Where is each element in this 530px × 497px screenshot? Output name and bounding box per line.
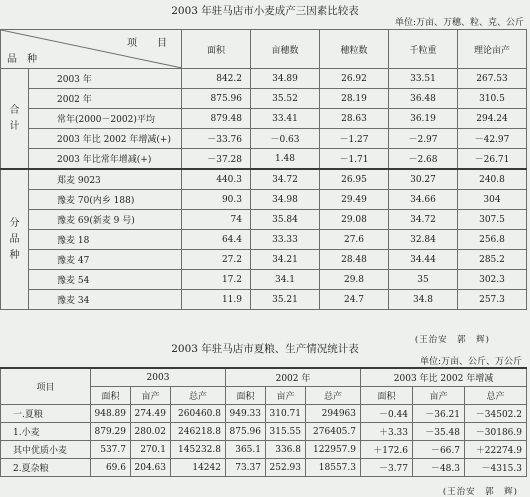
table-row [1, 69, 527, 89]
row-label: 常年(2000－2002)平均 [29, 109, 182, 129]
cell: 274.49 [131, 405, 171, 423]
row-label: 豫麦 70(内乡 188) [29, 190, 182, 210]
table1-author: (王治安 郭 辉) [414, 335, 490, 345]
cell: 35.21 [251, 290, 320, 310]
cell: ＋3.33 [361, 423, 413, 441]
cell: 34.98 [251, 190, 320, 210]
row-label: 2003 年比常年增减(+) [29, 149, 182, 170]
cell: 35.52 [251, 89, 320, 109]
cell: 35 [389, 270, 458, 290]
cell: －3.77 [361, 459, 413, 477]
cell: ＋172.6 [361, 441, 413, 459]
cell: 11.9 [182, 290, 251, 310]
cell: 33.51 [389, 69, 458, 89]
cell: 440.3 [182, 169, 251, 190]
cell: －2.68 [389, 149, 458, 170]
group-header: 2002 年 [226, 368, 361, 387]
col-header: 面积 [182, 30, 251, 69]
row-label: 豫麦 69(新麦 9 号) [29, 210, 182, 230]
table2-unit: 单位:万亩、公斤、万公斤 [419, 357, 522, 367]
cell: 875.96 [182, 89, 251, 109]
cell: 34.44 [389, 250, 458, 270]
cell: 29.08 [320, 210, 389, 230]
col-header: 理论亩产 [458, 30, 527, 69]
sub-header: 总产 [465, 387, 527, 405]
cell: －66.7 [413, 441, 465, 459]
table-row [1, 109, 527, 129]
sub-header: 亩产 [131, 387, 171, 405]
header-variety-label: 品 种 [7, 54, 37, 65]
cell: 34.89 [251, 69, 320, 89]
cell: －4315.3 [465, 459, 527, 477]
sub-header: 面积 [226, 387, 266, 405]
cell: 304 [458, 190, 527, 210]
cell: 29.49 [320, 190, 389, 210]
cell: 307.5 [458, 210, 527, 230]
table-row [1, 270, 527, 290]
row-label: 豫麦 47 [29, 250, 182, 270]
cell: 240.8 [458, 169, 527, 190]
table-row [1, 290, 527, 310]
cell: 948.89 [91, 405, 131, 423]
cell: 145232.8 [171, 441, 226, 459]
row-label: 2003 年比 2002 年增减(+) [29, 129, 182, 149]
row-label: 其中优质小麦 [1, 441, 91, 459]
cell: 34.21 [251, 250, 320, 270]
cell: 36.48 [389, 89, 458, 109]
cell: －1.27 [320, 129, 389, 149]
table-row [1, 250, 527, 270]
sub-header: 亩产 [266, 387, 306, 405]
cell: －30186.9 [465, 423, 527, 441]
col-header: 千粒重 [389, 30, 458, 69]
table2-group-header-row [1, 368, 527, 387]
table1-header-row [1, 30, 527, 69]
cell: 276405.7 [306, 423, 361, 441]
cell: 315.55 [266, 423, 306, 441]
sub-header: 面积 [361, 387, 413, 405]
table2-title: 2003 年驻马店市夏粮、生产情况统计表 [171, 343, 359, 355]
row-label: 豫麦 18 [29, 230, 182, 250]
summer-grain-table [0, 367, 527, 477]
yield-factors-table [0, 29, 527, 310]
cell: 336.8 [266, 441, 306, 459]
cell: －0.44 [361, 405, 413, 423]
cell: 260460.8 [171, 405, 226, 423]
cell: 879.29 [91, 423, 131, 441]
cell: 34.72 [389, 210, 458, 230]
cell: 252.93 [266, 459, 306, 477]
cell: 875.96 [226, 423, 266, 441]
cell: 33.33 [251, 230, 320, 250]
row-label: 一.夏粮 [1, 405, 91, 423]
cell: 122957.9 [306, 441, 361, 459]
cell: 14242 [171, 459, 226, 477]
cell: ＋22274.9 [465, 441, 527, 459]
cell: 34.8 [389, 290, 458, 310]
table-row [1, 190, 527, 210]
cell: 34.72 [251, 169, 320, 190]
cell: 310.71 [266, 405, 306, 423]
row-label: 豫麦 34 [29, 290, 182, 310]
cell: 537.7 [91, 441, 131, 459]
cell: 26.95 [320, 169, 389, 190]
row-label: 1.小麦 [1, 423, 91, 441]
sub-header: 亩产 [413, 387, 465, 405]
row-label: 豫麦 54 [29, 270, 182, 290]
row-label: 2.夏杂粮 [1, 459, 91, 477]
row-label: 2003 年 [29, 69, 182, 89]
cell: 28.19 [320, 89, 389, 109]
table-row [1, 405, 527, 423]
cell: 285.2 [458, 250, 527, 270]
cell: －37.28 [182, 149, 251, 170]
col-header: 亩穗数 [251, 30, 320, 69]
cell: 18557.3 [306, 459, 361, 477]
cell: 90.3 [182, 190, 251, 210]
cell: －48.3 [413, 459, 465, 477]
cell: 24.7 [320, 290, 389, 310]
table1-title: 2003 年驻马店市小麦成产三因素比较表 [171, 5, 359, 17]
group-header: 2003 年比 2002 年增减 [361, 368, 527, 387]
cell: 204.63 [131, 459, 171, 477]
group-label-variety: 分 品 种 [1, 169, 29, 310]
table-row [1, 230, 527, 250]
table-row [1, 89, 527, 109]
cell: 32.84 [389, 230, 458, 250]
col-header: 穗粒数 [320, 30, 389, 69]
cell: －2.97 [389, 129, 458, 149]
header-item-label: 项 目 [127, 38, 167, 49]
cell: 35.84 [251, 210, 320, 230]
table1-diagonal-header [1, 30, 182, 69]
cell: 280.02 [131, 423, 171, 441]
cell: －35.48 [413, 423, 465, 441]
cell: 879.48 [182, 109, 251, 129]
group-header: 2003 [91, 368, 226, 387]
cell: －42.97 [458, 129, 527, 149]
cell: 36.19 [389, 109, 458, 129]
cell: 842.2 [182, 69, 251, 89]
table-row [1, 210, 527, 230]
cell: 27.2 [182, 250, 251, 270]
cell: 26.92 [320, 69, 389, 89]
table-row [1, 169, 527, 190]
cell: 28.63 [320, 109, 389, 129]
cell: 28.48 [320, 250, 389, 270]
table1-unit: 单位:万亩、万穗、粒、克、公斤 [394, 18, 524, 28]
cell: 246218.8 [171, 423, 226, 441]
cell: 294963 [306, 405, 361, 423]
table-row [1, 149, 527, 170]
table-row [1, 423, 527, 441]
cell: －36.21 [413, 405, 465, 423]
sub-header: 总产 [171, 387, 226, 405]
sub-header: 总产 [306, 387, 361, 405]
cell: 73.37 [226, 459, 266, 477]
cell: 29.8 [320, 270, 389, 290]
table-row [1, 459, 527, 477]
table2-author: (王治安 郭 辉) [442, 487, 518, 497]
cell: 365.1 [226, 441, 266, 459]
table-row [1, 441, 527, 459]
cell: 27.6 [320, 230, 389, 250]
cell: 64.4 [182, 230, 251, 250]
cell: 257.3 [458, 290, 527, 310]
cell: 1.48 [251, 149, 320, 170]
cell: 267.53 [458, 69, 527, 89]
cell: 74 [182, 210, 251, 230]
cell: 69.6 [91, 459, 131, 477]
cell: 256.8 [458, 230, 527, 250]
cell: 33.41 [251, 109, 320, 129]
sub-header: 面积 [91, 387, 131, 405]
row-label: 郑麦 9023 [29, 169, 182, 190]
cell: 294.24 [458, 109, 527, 129]
group-label-total: 合 计 [1, 69, 29, 170]
cell: －0.63 [251, 129, 320, 149]
cell: 949.33 [226, 405, 266, 423]
row-label: 2002 年 [29, 89, 182, 109]
cell: 34.1 [251, 270, 320, 290]
cell: 302.3 [458, 270, 527, 290]
table-row [1, 129, 527, 149]
cell: 310.5 [458, 89, 527, 109]
item-header: 项目 [1, 368, 91, 405]
cell: 17.2 [182, 270, 251, 290]
cell: －34502.2 [465, 405, 527, 423]
cell: 30.27 [389, 169, 458, 190]
cell: －33.76 [182, 129, 251, 149]
cell: －1.71 [320, 149, 389, 170]
cell: 270.1 [131, 441, 171, 459]
cell: －26.71 [458, 149, 527, 170]
cell: 34.66 [389, 190, 458, 210]
